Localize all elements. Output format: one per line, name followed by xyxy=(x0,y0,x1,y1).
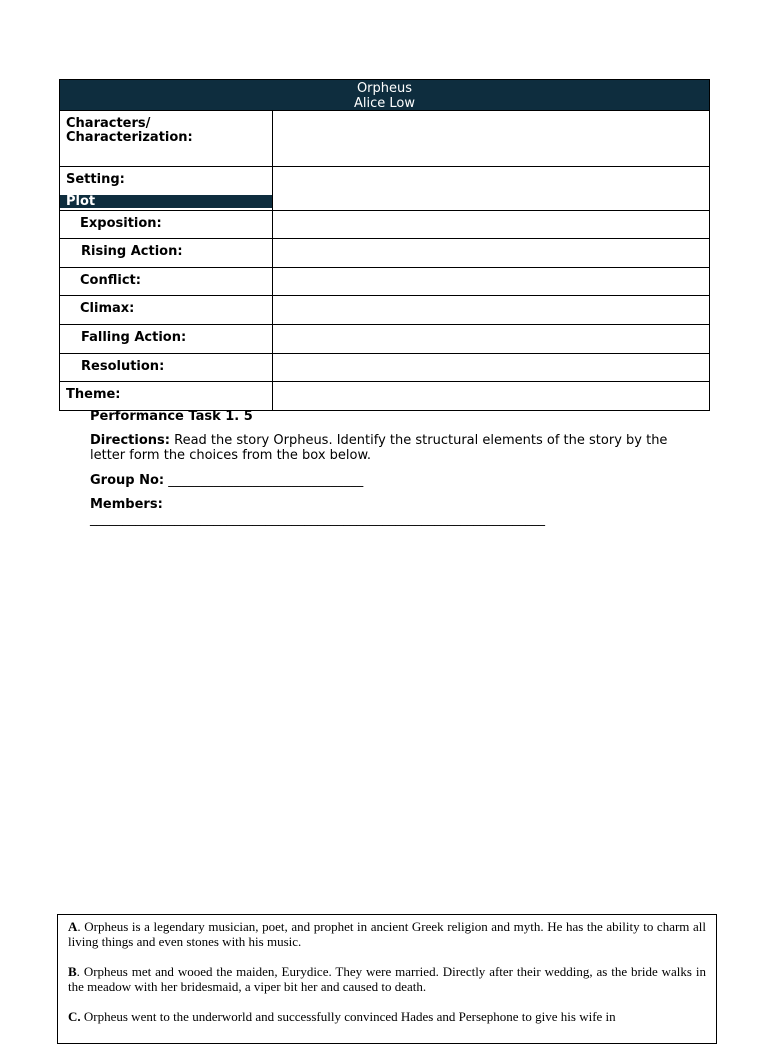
group-label: Group No: xyxy=(90,473,165,488)
label-exposition: Exposition: xyxy=(60,211,273,238)
directions xyxy=(90,433,690,463)
choices-box xyxy=(57,914,717,1044)
row-rising-action xyxy=(60,239,709,268)
choice-a-text: . Orpheus is a legendary musician, poet, and prophet in ancient Greek religion and myth. He has the ability to charm all living things and even stones with his music. xyxy=(68,919,706,949)
label-rising-action: Rising Action: xyxy=(60,239,273,267)
directions-label: Directions: xyxy=(90,433,170,448)
row-conflict xyxy=(60,268,709,296)
row-exposition xyxy=(60,211,709,239)
row-falling-action xyxy=(60,325,709,354)
answer-falling-action[interactable] xyxy=(273,325,709,353)
answer-conflict[interactable] xyxy=(273,268,709,295)
answer-rising-action[interactable] xyxy=(273,239,709,267)
row-characters xyxy=(60,111,709,167)
group-line xyxy=(90,473,690,488)
label-falling-action: Falling Action: xyxy=(60,325,273,353)
answer-resolution[interactable] xyxy=(273,354,709,381)
story-title: Orpheus xyxy=(356,81,413,96)
answer-setting[interactable] xyxy=(273,167,709,210)
task-title: Performance Task 1. 5 xyxy=(90,409,253,424)
label-setting: Setting: xyxy=(66,172,125,187)
choice-c xyxy=(68,1009,706,1024)
choice-b xyxy=(68,964,706,994)
row-climax xyxy=(60,296,709,325)
label-characters: Characters/ Characterization: xyxy=(60,111,273,166)
answer-climax[interactable] xyxy=(273,296,709,324)
row-theme xyxy=(60,382,709,410)
label-climax: Climax: xyxy=(60,296,273,324)
choice-a-letter: A xyxy=(68,919,78,934)
story-elements-table xyxy=(59,79,710,411)
group-blank[interactable]: ______________________________ xyxy=(164,473,364,488)
members-label: Members: xyxy=(90,497,163,512)
label-conflict: Conflict: xyxy=(60,268,273,295)
answer-exposition[interactable] xyxy=(273,211,709,238)
story-author: Alice Low xyxy=(354,96,415,111)
label-setting-cell xyxy=(60,167,273,210)
label-theme: Theme: xyxy=(60,382,273,410)
row-resolution xyxy=(60,354,709,382)
choice-c-letter: C. xyxy=(68,1009,81,1024)
choice-b-text: . Orpheus met and wooed the maiden, Eurydice. They were married. Directly after their wedding, as the bride walks in the meadow with her bridesmaid, a viper bit her and caused to death. xyxy=(68,964,706,994)
members-blank[interactable]: ______________________________________________________________________ xyxy=(90,512,545,527)
choice-c-text: Orpheus went to the underworld and successfully convinced Hades and Persephone to give his wife in xyxy=(80,1009,616,1024)
choice-b-letter: B xyxy=(68,964,77,979)
choice-a xyxy=(68,919,706,949)
directions-text: Read the story Orpheus. Identify the structural elements of the story by the letter form the choices from the box below. xyxy=(90,433,668,463)
answer-characters[interactable] xyxy=(273,111,709,166)
label-resolution: Resolution: xyxy=(60,354,273,381)
plot-heading: Plot xyxy=(60,195,272,208)
answer-theme[interactable] xyxy=(273,382,709,410)
table-header xyxy=(60,80,709,111)
row-setting xyxy=(60,167,709,211)
performance-task xyxy=(90,409,690,527)
